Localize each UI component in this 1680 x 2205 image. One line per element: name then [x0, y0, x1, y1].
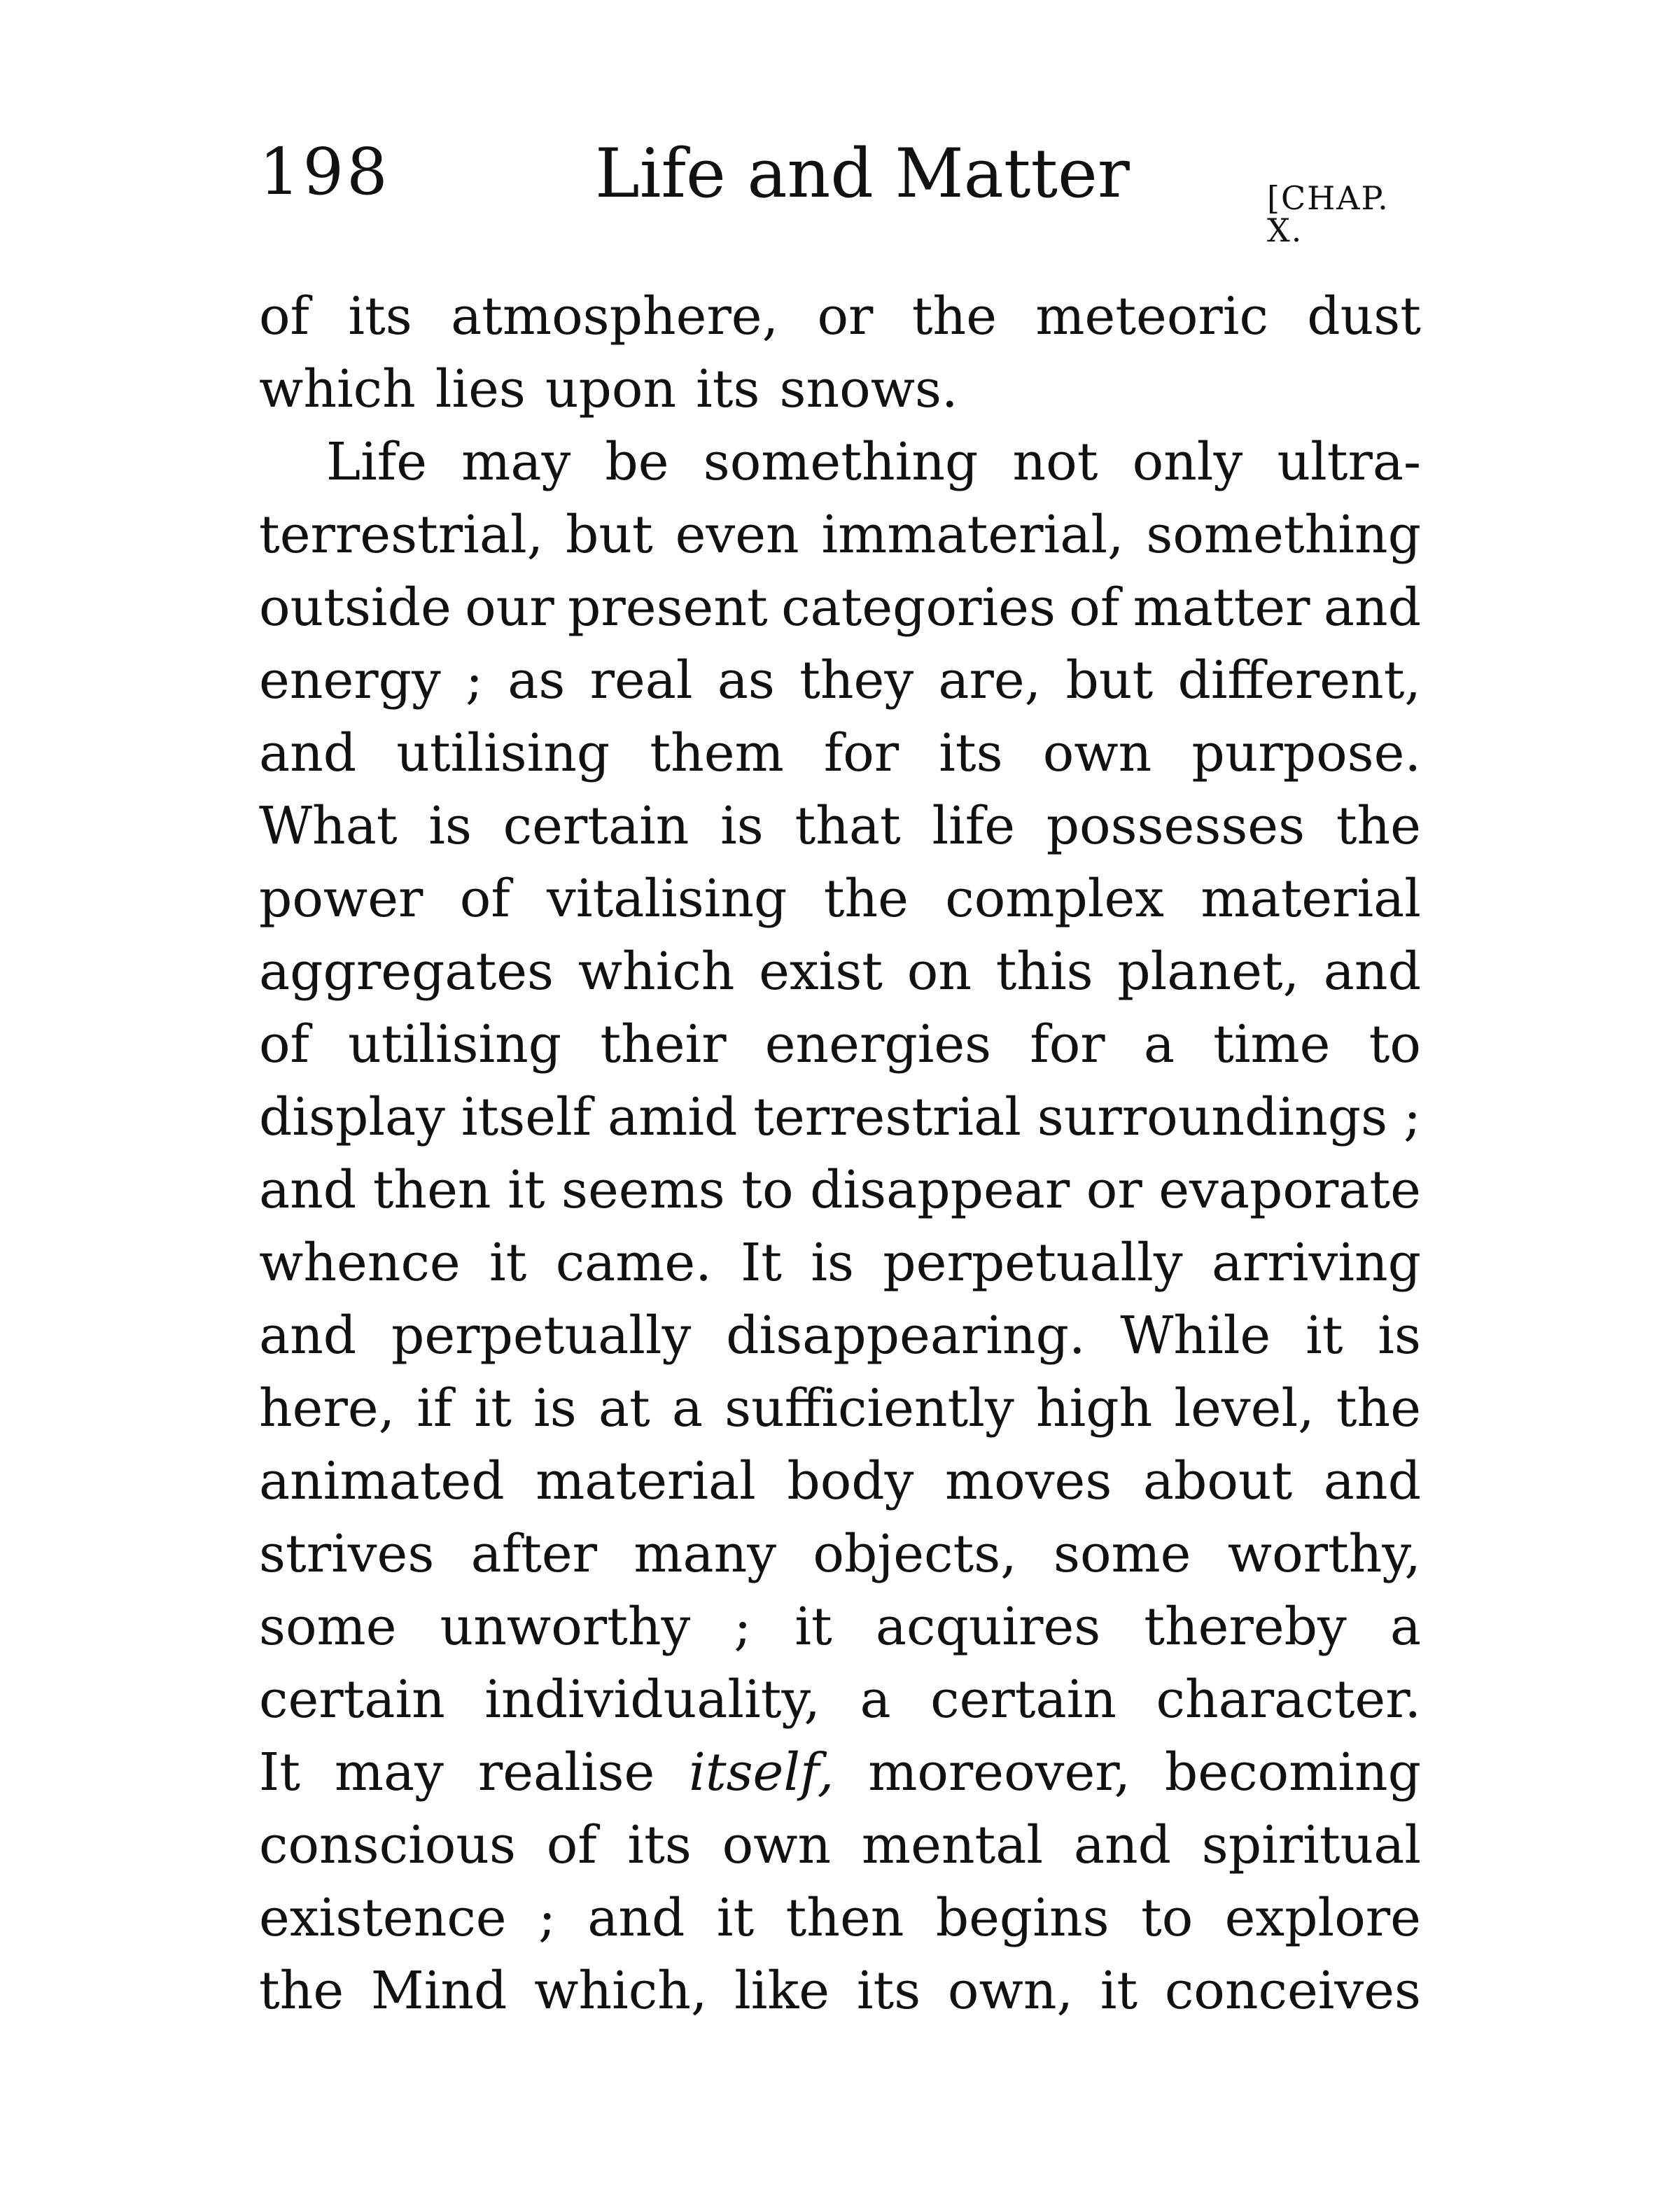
- text-word: immaterial,: [821, 505, 1124, 565]
- text-word: present: [568, 578, 768, 638]
- text-word: meteoric: [1035, 286, 1268, 346]
- text-word: for: [1030, 1014, 1105, 1074]
- text-word: realise: [477, 1742, 655, 1802]
- text-word: at: [598, 1378, 650, 1438]
- text-word: of: [259, 1014, 309, 1074]
- text-word: aggregates: [259, 941, 554, 1002]
- text-word: which,: [534, 1961, 708, 2021]
- text-word: categories: [781, 578, 1056, 638]
- text-word: on: [906, 941, 972, 1002]
- text-word: becoming: [1164, 1742, 1421, 1802]
- text-word: certain: [259, 1670, 445, 1730]
- text-word: is: [533, 1378, 577, 1438]
- text-word: disappearing.: [726, 1306, 1086, 1366]
- text-line: [259, 1154, 1421, 1226]
- text-word: a: [860, 1670, 891, 1730]
- text-word: unworthy: [440, 1597, 691, 1657]
- text-word: ;: [538, 1888, 556, 1948]
- text-word: moves: [945, 1451, 1112, 1511]
- text-word: it: [474, 1378, 512, 1438]
- text-word: some: [1053, 1524, 1191, 1584]
- text-word: they: [799, 650, 914, 710]
- text-word: energies: [764, 1014, 992, 1074]
- text-word: them: [650, 723, 784, 783]
- text-word: of: [546, 1815, 597, 1875]
- text-word: its: [856, 1961, 921, 2021]
- text-word: is: [720, 796, 764, 856]
- text-word: of: [1069, 578, 1120, 638]
- text-word: thereby: [1144, 1597, 1347, 1657]
- text-word: and: [259, 1306, 357, 1366]
- text-word: only: [1132, 432, 1243, 492]
- text-word: strives: [259, 1524, 435, 1584]
- text-word: is: [811, 1233, 854, 1293]
- text-word: ;: [734, 1597, 752, 1657]
- text-word: ;: [1404, 1087, 1421, 1147]
- text-word: different,: [1177, 650, 1421, 710]
- text-word: and: [1073, 1815, 1171, 1875]
- text-word: utilising: [348, 1014, 562, 1074]
- text-line: [259, 790, 1421, 862]
- text-word: animated: [259, 1451, 505, 1511]
- text-word: which: [578, 941, 735, 1002]
- text-line: [259, 1663, 1421, 1736]
- text-word: terrestrial,: [259, 505, 544, 565]
- text-word: perpetually: [391, 1306, 692, 1366]
- text-line: [259, 1226, 1421, 1299]
- text-line: [259, 862, 1421, 935]
- text-word: may: [461, 432, 571, 492]
- text-word: evaporate: [1158, 1160, 1421, 1220]
- chapter-label: [CHAP. X.: [1267, 179, 1390, 249]
- text-word: which: [259, 359, 416, 419]
- text-line: [259, 1736, 1421, 1809]
- text-word: is: [428, 796, 472, 856]
- text-word: itself: [461, 1087, 592, 1147]
- text-word: is: [1378, 1306, 1421, 1366]
- text-line: [259, 1518, 1421, 1590]
- text-line: [259, 353, 1421, 426]
- text-word: objects,: [813, 1524, 1017, 1584]
- text-word: begins: [935, 1888, 1110, 1948]
- text-line: [259, 1590, 1421, 1663]
- text-word: spiritual: [1201, 1815, 1421, 1875]
- text-word: many: [634, 1524, 777, 1584]
- text-word: It: [259, 1742, 300, 1802]
- text-word: be: [605, 432, 669, 492]
- text-word: as: [717, 650, 775, 710]
- text-word: about: [1142, 1451, 1293, 1511]
- text-line: [259, 935, 1421, 1008]
- text-word: their: [600, 1014, 727, 1074]
- text-word: it: [716, 1888, 755, 1948]
- text-word: its: [696, 359, 760, 419]
- text-word: of: [259, 286, 309, 346]
- text-word: exist: [759, 941, 883, 1002]
- text-word: some: [259, 1597, 397, 1657]
- text-line: [259, 498, 1421, 571]
- text-word: the: [911, 286, 997, 346]
- text-line: [259, 1372, 1421, 1445]
- text-word: that: [794, 796, 901, 856]
- text-word: our: [465, 578, 554, 638]
- text-word: high: [1035, 1378, 1153, 1438]
- text-word: and: [587, 1888, 685, 1948]
- text-word: amid: [608, 1087, 738, 1147]
- running-title: Life and Matter: [595, 134, 1130, 213]
- text-word: explore: [1224, 1888, 1421, 1948]
- text-word: as: [507, 650, 566, 710]
- text-word: certain: [503, 796, 690, 856]
- text-word: acquires: [875, 1597, 1101, 1657]
- text-word: itself,: [689, 1742, 834, 1802]
- text-word: arriving: [1211, 1233, 1421, 1293]
- page-number: 198: [259, 134, 391, 209]
- text-word: display: [259, 1087, 445, 1147]
- text-word: dust: [1307, 286, 1421, 346]
- text-line: [259, 1299, 1421, 1372]
- text-word: worthy,: [1227, 1524, 1421, 1584]
- text-word: ultra-: [1277, 432, 1421, 492]
- text-word: the: [1336, 796, 1421, 856]
- text-word: the: [1336, 1378, 1421, 1438]
- text-word: disappear: [810, 1160, 1070, 1220]
- text-word: a: [1390, 1597, 1421, 1657]
- text-word: utilising: [396, 723, 610, 783]
- text-word: a: [671, 1378, 703, 1438]
- text-word: level,: [1174, 1378, 1315, 1438]
- text-line: [259, 1882, 1421, 1954]
- text-word: sufficiently: [724, 1378, 1014, 1438]
- text-word: individuality,: [484, 1670, 820, 1730]
- text-line: [259, 1008, 1421, 1081]
- text-word: after: [470, 1524, 598, 1584]
- text-word: to: [1368, 1014, 1421, 1074]
- text-word: conceives: [1164, 1961, 1421, 2021]
- text-line: [259, 1954, 1421, 2027]
- text-word: its: [348, 286, 412, 346]
- text-word: but: [1065, 650, 1154, 710]
- text-word: lies: [435, 359, 526, 419]
- text-word: perpetually: [883, 1233, 1183, 1293]
- text-word: something: [1146, 505, 1421, 565]
- text-word: and: [259, 723, 357, 783]
- text-word: snows.: [779, 359, 958, 419]
- text-word: surroundings: [1037, 1087, 1388, 1147]
- text-word: for: [823, 723, 899, 783]
- text-word: and: [1323, 1451, 1421, 1511]
- text-word: vitalising: [547, 869, 788, 929]
- text-word: its: [939, 723, 1003, 783]
- text-word: to: [1140, 1888, 1194, 1948]
- text-word: time: [1213, 1014, 1331, 1074]
- text-word: something: [703, 432, 979, 492]
- text-word: real: [589, 650, 693, 710]
- text-word: the: [259, 1961, 344, 2021]
- running-head: [259, 134, 1421, 249]
- text-word: character.: [1156, 1670, 1421, 1730]
- body-text: [259, 280, 1421, 2027]
- text-word: It: [741, 1233, 783, 1293]
- text-line: [259, 426, 1421, 498]
- text-word: material: [1200, 869, 1421, 929]
- text-word: atmosphere,: [451, 286, 779, 346]
- text-word: if: [416, 1378, 453, 1438]
- text-word: or: [817, 286, 874, 346]
- text-word: material: [536, 1451, 756, 1511]
- text-word: the: [823, 869, 909, 929]
- text-word: existence: [259, 1888, 507, 1948]
- text-word: its: [627, 1815, 692, 1875]
- text-word: may: [334, 1742, 444, 1802]
- text-word: planet,: [1117, 941, 1300, 1002]
- text-word: certain: [930, 1670, 1116, 1730]
- text-word: outside: [259, 578, 451, 638]
- text-word: energy: [259, 650, 441, 710]
- text-word: then: [372, 1160, 491, 1220]
- text-word: life: [932, 796, 1015, 856]
- text-word: body: [787, 1451, 914, 1511]
- text-word: complex: [945, 869, 1164, 929]
- text-line: [259, 571, 1421, 644]
- text-word: to: [741, 1160, 794, 1220]
- text-word: came.: [555, 1233, 712, 1293]
- text-word: upon: [545, 359, 677, 419]
- text-word: mental: [861, 1815, 1044, 1875]
- text-word: and: [1323, 578, 1421, 638]
- text-word: like: [734, 1961, 830, 2021]
- text-line: [259, 717, 1421, 790]
- text-word: it: [507, 1160, 545, 1220]
- text-word: While: [1120, 1306, 1271, 1366]
- text-word: it: [794, 1597, 832, 1657]
- text-word: and: [1323, 941, 1421, 1002]
- text-word: ;: [465, 650, 483, 710]
- text-word: but: [565, 505, 653, 565]
- text-word: What: [259, 796, 398, 856]
- text-word: and: [259, 1160, 357, 1220]
- text-word: even: [675, 505, 799, 565]
- text-line: [259, 1081, 1421, 1154]
- text-word: terrestrial: [753, 1087, 1021, 1147]
- text-word: conscious: [259, 1815, 516, 1875]
- text-line: [259, 1809, 1421, 1882]
- text-word: of: [459, 869, 510, 929]
- text-word: whence: [259, 1233, 461, 1293]
- text-word: here,: [259, 1378, 396, 1438]
- text-word: or: [1086, 1160, 1142, 1220]
- text-word: own: [722, 1815, 832, 1875]
- text-word: not: [1012, 432, 1098, 492]
- text-word: own: [1042, 723, 1152, 783]
- text-word: it: [489, 1233, 527, 1293]
- text-word: own,: [947, 1961, 1073, 2021]
- text-word: are,: [938, 650, 1042, 710]
- text-line: [259, 1445, 1421, 1518]
- text-word: Mind: [370, 1961, 507, 2021]
- text-word: seems: [561, 1160, 725, 1220]
- text-word: it: [1306, 1306, 1343, 1366]
- text-line: [259, 280, 1421, 353]
- text-line: [259, 644, 1421, 717]
- text-word: a: [1143, 1014, 1175, 1074]
- text-word: power: [259, 869, 424, 929]
- text-word: this: [995, 941, 1093, 1002]
- text-word: matter: [1133, 578, 1310, 638]
- text-word: purpose.: [1191, 723, 1421, 783]
- text-word: moreover,: [868, 1742, 1131, 1802]
- text-word: it: [1100, 1961, 1138, 2021]
- text-word: possesses: [1046, 796, 1306, 856]
- text-word: then: [785, 1888, 904, 1948]
- text-word: Life: [326, 432, 427, 492]
